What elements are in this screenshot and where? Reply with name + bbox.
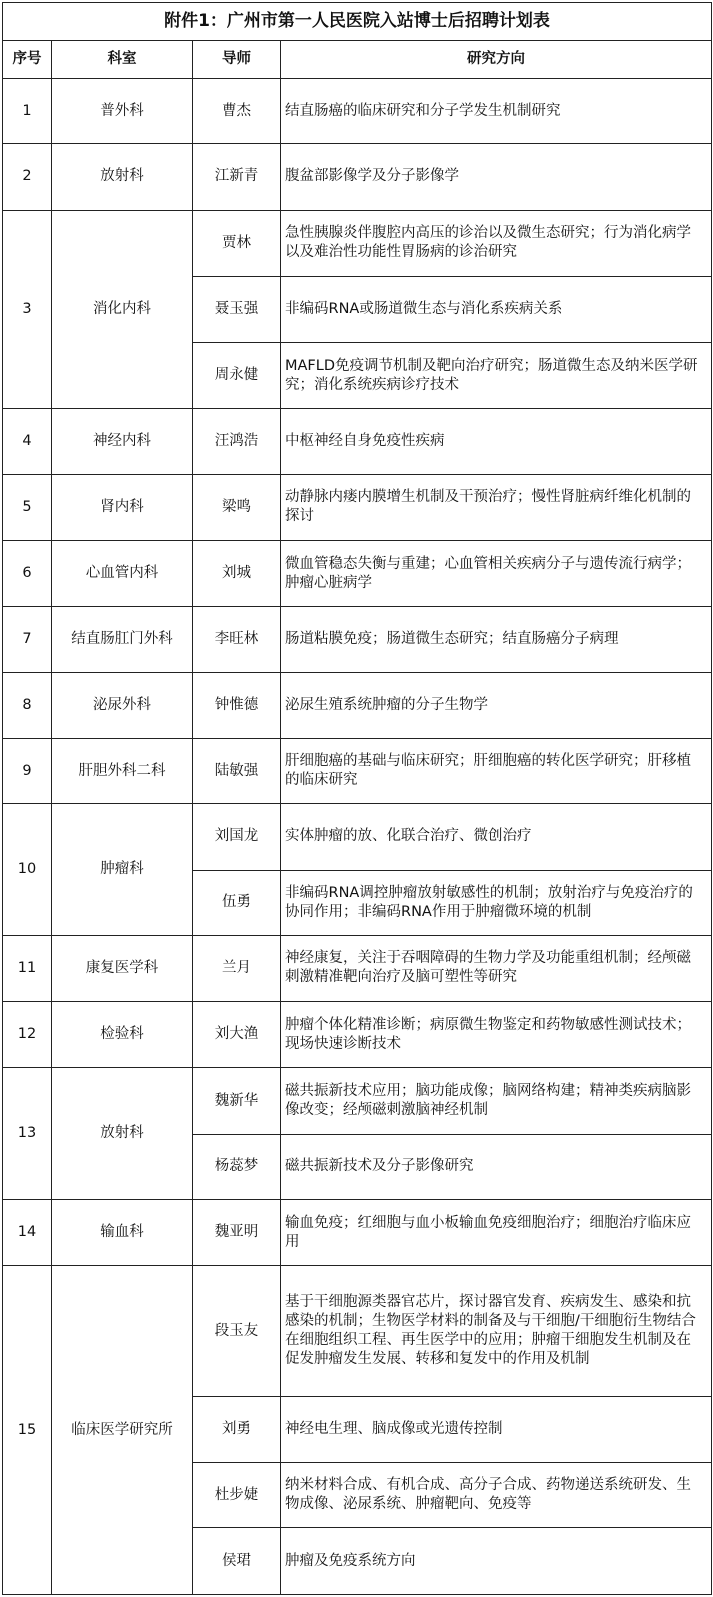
mentor-cell: 侯珺	[193, 1528, 281, 1595]
department-cell: 心血管内科	[52, 541, 193, 607]
row-number: 8	[3, 672, 52, 738]
mentor-cell: 汪鸿浩	[193, 409, 281, 474]
research-direction-cell: 肠道粘膜免疫；肠道微生态研究；结直肠癌分子病理	[281, 607, 712, 672]
table-body	[3, 79, 712, 1595]
department-cell: 普外科	[52, 79, 193, 144]
table-row	[3, 144, 712, 210]
mentor-cell: 曹杰	[193, 79, 281, 144]
mentor-cell: 魏新华	[193, 1068, 281, 1134]
table-row	[3, 1199, 712, 1265]
mentor-cell: 杨蕊梦	[193, 1134, 281, 1199]
research-direction-cell: 基于干细胞源类器官芯片，探讨器官发育、疾病发生、感染和抗感染的机制；生物医学材料的制备及与干细胞/干细胞衍生物结合在细胞组织工程、再生医学中的应用；肿瘤干细胞发生机制及在促发肿瘤发生发展、转移和复发中的作用及机制	[281, 1266, 712, 1397]
row-number: 9	[3, 738, 52, 803]
research-direction-cell: 结直肠癌的临床研究和分子学发生机制研究	[281, 79, 712, 144]
table-row	[3, 1002, 712, 1068]
header-no: 序号	[3, 41, 52, 79]
row-number: 3	[3, 210, 52, 409]
research-direction-cell: MAFLD免疫调节机制及靶向治疗研究；肠道微生态及纳米医学研究；消化系统疾病诊疗技术	[281, 343, 712, 409]
research-direction-cell: 微血管稳态失衡与重建；心血管相关疾病分子与遗传流行病学；肿瘤心脏病学	[281, 541, 712, 607]
department-cell: 康复医学科	[52, 935, 193, 1001]
mentor-cell: 刘大渔	[193, 1002, 281, 1068]
research-direction-cell: 动静脉内瘘内膜增生机制及干预治疗；慢性肾脏病纤维化机制的探讨	[281, 474, 712, 540]
mentor-cell: 刘城	[193, 541, 281, 607]
research-direction-cell: 实体肿瘤的放、化联合治疗、微创治疗	[281, 804, 712, 870]
research-direction-cell: 中枢神经自身免疫性疾病	[281, 409, 712, 474]
recruitment-plan-table	[2, 2, 712, 1595]
table-row	[3, 804, 712, 870]
research-direction-cell: 非编码RNA调控肿瘤放射敏感性的机制；放射治疗与免疫治疗的协同作用；非编码RNA作用于肿瘤微环境的机制	[281, 870, 712, 935]
research-direction-cell: 纳米材料合成、有机合成、高分子合成、药物递送系统研发、生物成像、泌尿系统、肿瘤靶向、免疫等	[281, 1463, 712, 1528]
mentor-cell: 段玉友	[193, 1266, 281, 1397]
row-number: 6	[3, 541, 52, 607]
research-direction-cell: 磁共振新技术及分子影像研究	[281, 1134, 712, 1199]
mentor-cell: 贾林	[193, 210, 281, 276]
research-direction-cell: 神经电生理、脑成像或光遗传控制	[281, 1396, 712, 1462]
research-direction-cell: 磁共振新技术应用；脑功能成像；脑网络构建；精神类疾病脑影像改变；经颅磁刺激脑神经机制	[281, 1068, 712, 1134]
research-direction-cell: 肿瘤个体化精准诊断；病原微生物鉴定和药物敏感性测试技术；现场快速诊断技术	[281, 1002, 712, 1068]
mentor-cell: 魏亚明	[193, 1199, 281, 1265]
mentor-cell: 江新青	[193, 144, 281, 210]
department-cell: 放射科	[52, 1068, 193, 1200]
department-cell: 放射科	[52, 144, 193, 210]
mentor-cell: 伍勇	[193, 870, 281, 935]
department-cell: 肾内科	[52, 474, 193, 540]
table-row	[3, 935, 712, 1001]
table-row	[3, 210, 712, 276]
research-direction-cell: 非编码RNA或肠道微生态与消化系疾病关系	[281, 276, 712, 342]
row-number: 12	[3, 1002, 52, 1068]
mentor-cell: 梁鸣	[193, 474, 281, 540]
row-number: 10	[3, 804, 52, 936]
table-row	[3, 79, 712, 144]
mentor-cell: 周永健	[193, 343, 281, 409]
header-mentor: 导师	[193, 41, 281, 79]
department-cell: 泌尿外科	[52, 672, 193, 738]
mentor-cell: 杜步婕	[193, 1463, 281, 1528]
department-cell: 肝胆外科二科	[52, 738, 193, 803]
row-number: 4	[3, 409, 52, 474]
department-cell: 检验科	[52, 1002, 193, 1068]
row-number: 14	[3, 1199, 52, 1265]
mentor-cell: 陆敏强	[193, 738, 281, 803]
table-row	[3, 607, 712, 672]
table-row	[3, 1068, 712, 1134]
mentor-cell: 聂玉强	[193, 276, 281, 342]
table-row	[3, 409, 712, 474]
mentor-cell: 兰月	[193, 935, 281, 1001]
table-row	[3, 541, 712, 607]
research-direction-cell: 输血免疫；红细胞与血小板输血免疫细胞治疗；细胞治疗临床应用	[281, 1199, 712, 1265]
department-cell: 肿瘤科	[52, 804, 193, 936]
department-cell: 神经内科	[52, 409, 193, 474]
department-cell: 临床医学研究所	[52, 1266, 193, 1595]
table-title: 附件1：广州市第一人民医院入站博士后招聘计划表	[3, 3, 712, 41]
row-number: 7	[3, 607, 52, 672]
row-number: 2	[3, 144, 52, 210]
research-direction-cell: 肿瘤及免疫系统方向	[281, 1528, 712, 1595]
department-cell: 输血科	[52, 1199, 193, 1265]
research-direction-cell: 泌尿生殖系统肿瘤的分子生物学	[281, 672, 712, 738]
table-row	[3, 1266, 712, 1397]
research-direction-cell: 腹盆部影像学及分子影像学	[281, 144, 712, 210]
row-number: 15	[3, 1266, 52, 1595]
mentor-cell: 刘勇	[193, 1396, 281, 1462]
department-cell: 结直肠肛门外科	[52, 607, 193, 672]
header-dept: 科室	[52, 41, 193, 79]
row-number: 13	[3, 1068, 52, 1200]
row-number: 11	[3, 935, 52, 1001]
research-direction-cell: 肝细胞癌的基础与临床研究；肝细胞癌的转化医学研究；肝移植的临床研究	[281, 738, 712, 803]
table-row	[3, 474, 712, 540]
mentor-cell: 钟惟德	[193, 672, 281, 738]
row-number: 1	[3, 79, 52, 144]
table-row	[3, 672, 712, 738]
research-direction-cell: 急性胰腺炎伴腹腔内高压的诊治以及微生态研究；行为消化病学以及难治性功能性胃肠病的诊治研究	[281, 210, 712, 276]
mentor-cell: 刘国龙	[193, 804, 281, 870]
research-direction-cell: 神经康复，关注于吞咽障碍的生物力学及功能重组机制；经颅磁刺激精准靶向治疗及脑可塑性等研究	[281, 935, 712, 1001]
table-row	[3, 738, 712, 803]
mentor-cell: 李旺林	[193, 607, 281, 672]
row-number: 5	[3, 474, 52, 540]
department-cell: 消化内科	[52, 210, 193, 409]
header-direction: 研究方向	[281, 41, 712, 79]
